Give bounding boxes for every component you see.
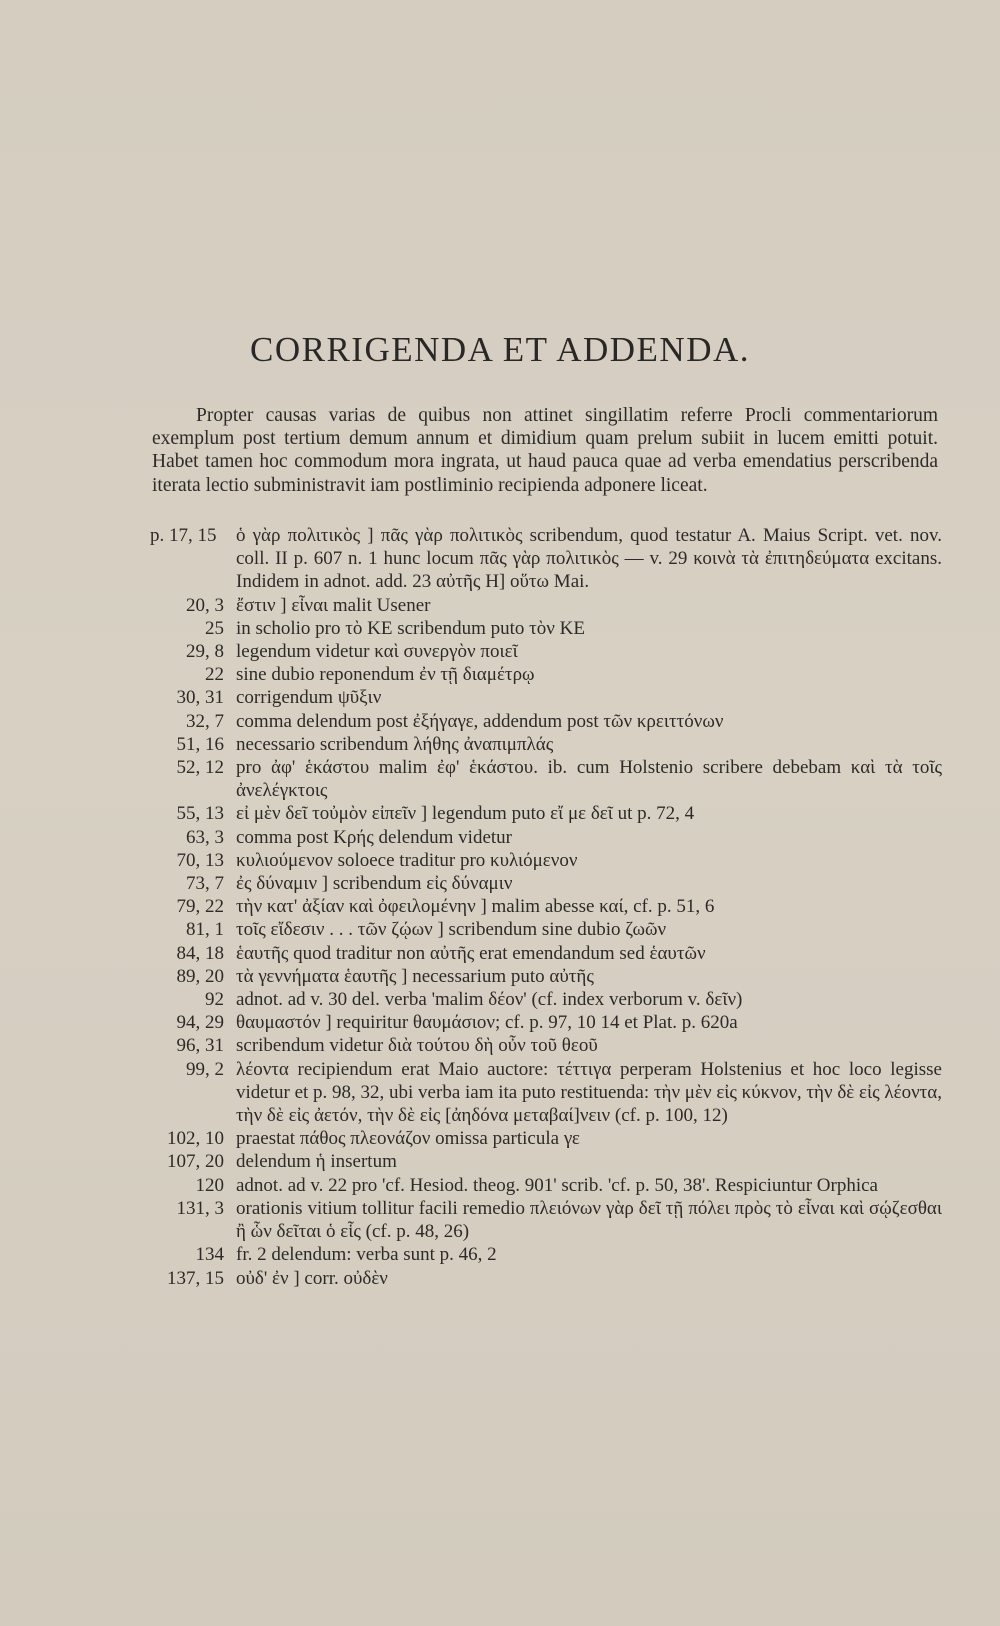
entry-reference: 131, 3	[176, 1197, 224, 1219]
entry-text: comma delendum post ἐξήγαγε, addendum post τῶν κρειττόνων	[236, 710, 724, 732]
entry-reference: 51, 16	[176, 733, 224, 755]
entry-text: adnot. ad v. 22 pro 'cf. Hesiod. theog. 901' scrib. 'cf. p. 50, 38'. Respiciuntur Orphica	[236, 1174, 878, 1196]
corrigenda-entry	[150, 524, 942, 594]
entry-reference: p. 17, 15	[150, 525, 217, 546]
entry-reference: 94, 29	[176, 1012, 224, 1034]
entry-text: comma post Κρής delendum videtur	[236, 826, 513, 848]
corrigenda-entry	[150, 1174, 942, 1197]
entry-text: ἑαυτῆς quod traditur non αὐτῆς erat emendandum sed ἑαυτῶν	[236, 942, 706, 964]
entry-reference: 81, 1	[186, 919, 224, 941]
corrigenda-entry	[150, 826, 942, 849]
entry-text: οὐδ' ἐν ] corr. οὐδὲν	[236, 1267, 388, 1289]
corrigenda-entry	[150, 640, 942, 663]
entry-reference: 107, 20	[167, 1151, 224, 1173]
corrigenda-list	[150, 524, 942, 1290]
corrigenda-entry	[150, 1197, 942, 1243]
entry-text: ὁ γὰρ πολιτικὸς ] πᾶς γὰρ πολιτικὸς scribendum, quod testatur A. Maius Script. vet. nov. coll. II p. 607 n. 1 hunc locum πᾶς γὰρ πολιτικὸς — v. 29 κοινὰ τὰ ἐπιτηδεύματα excitans. Indidem in adnot. add. 23 αὐτῆς H] οὕτω Mai.	[236, 525, 942, 593]
corrigenda-entry	[150, 872, 942, 895]
entry-text: κυλιούμενον soloece traditur pro κυλιόμενον	[236, 849, 578, 871]
entry-text: corrigendum ψῦξιν	[236, 687, 382, 709]
entry-reference: 96, 31	[176, 1035, 224, 1057]
entry-reference: 30, 31	[176, 687, 224, 709]
corrigenda-entry	[150, 965, 942, 988]
entry-text: τὰ γεννήματα ἑαυτῆς ] necessarium puto αὐτῆς	[236, 965, 594, 987]
entry-text: τοῖς εἴδεσιν . . . τῶν ζῴων ] scribendum sine dubio ζωῶν	[236, 919, 667, 941]
corrigenda-entry	[150, 942, 942, 965]
entry-reference: 20, 3	[186, 594, 224, 616]
corrigenda-entry	[150, 1034, 942, 1057]
entry-reference: 137, 15	[167, 1267, 224, 1289]
entry-text: fr. 2 delendum: verba sunt p. 46, 2	[236, 1244, 497, 1266]
entry-reference: 70, 13	[176, 849, 224, 871]
entry-reference: 79, 22	[176, 896, 224, 918]
corrigenda-entry	[150, 802, 942, 825]
entry-text: εἰ μὲν δεῖ τοὐμὸν εἰπεῖν ] legendum puto εἴ με δεῖ ut p. 72, 4	[236, 803, 695, 825]
entry-reference: 89, 20	[176, 965, 224, 987]
entry-reference: 29, 8	[186, 641, 224, 663]
entry-reference: 92	[205, 989, 224, 1011]
corrigenda-entry	[150, 1058, 942, 1128]
corrigenda-entry	[150, 1267, 942, 1290]
entry-reference: 102, 10	[167, 1128, 224, 1150]
entry-reference: 32, 7	[186, 710, 224, 732]
corrigenda-entry	[150, 663, 942, 686]
corrigenda-entry	[150, 733, 942, 756]
entry-text: θαυμαστόν ] requiritur θαυμάσιον; cf. p. 97, 10 14 et Plat. p. 620a	[236, 1012, 738, 1034]
page-title: CORRIGENDA ET ADDENDA.	[250, 330, 750, 369]
entry-reference: 134	[195, 1244, 224, 1266]
entry-reference: 73, 7	[186, 873, 224, 895]
entry-reference: 52, 12	[176, 757, 224, 779]
corrigenda-entry	[150, 1127, 942, 1150]
corrigenda-entry	[150, 617, 942, 640]
entry-reference: 84, 18	[176, 942, 224, 964]
corrigenda-entry	[150, 594, 942, 617]
corrigenda-entry	[150, 1150, 942, 1173]
corrigenda-entry	[150, 710, 942, 733]
entry-text: λέοντα recipiendum erat Maio auctore: τέττιγα perperam Holstenius et hoc loco legisse videtur et p. 98, 32, ubi verba iam ita puto restituenda: τὴν μὲν εἰς κύκνον, τὴν δὲ εἰς λέοντα, τὴν δὲ εἰς ἀετόν, τὴν δὲ εἰς [ἀηδόνα μεταβαί]νειν (cf. p. 100, 12)	[236, 1058, 942, 1127]
entry-reference: 63, 3	[186, 826, 224, 848]
entry-text: orationis vitium tollitur facili remedio πλειόνων γὰρ δεῖ τῇ πόλει πρὸς τὸ εἶναι καὶ σῴζεσθαι ἢ ὧν δεῖται ὁ εἷς (cf. p. 48, 26)	[236, 1197, 942, 1243]
corrigenda-entry	[150, 849, 942, 872]
corrigenda-entry	[150, 918, 942, 941]
entry-text: sine dubio reponendum ἐν τῇ διαμέτρῳ	[236, 664, 535, 686]
corrigenda-entry	[150, 756, 942, 802]
entry-text: pro ἀφ' ἑκάστου malim ἐφ' ἑκάστου. ib. cum Holstenio scribere debebam καὶ τὰ τοῖς ἀνελέγκτοις	[236, 757, 942, 802]
entry-text: ἔστιν ] εἶναι malit Usener	[236, 594, 431, 616]
entry-reference: 120	[195, 1174, 224, 1196]
corrigenda-entry	[150, 895, 942, 918]
entry-reference: 55, 13	[176, 803, 224, 825]
entry-text: in scholio pro τὸ KE scribendum puto τὸν KE	[236, 617, 585, 639]
entry-text: praestat πάθος πλεονάζον omissa particula γε	[236, 1128, 580, 1150]
corrigenda-entry	[150, 1243, 942, 1266]
entry-reference: 99, 2	[186, 1058, 224, 1080]
entry-text: τὴν κατ' ἀξίαν καὶ ὀφειλομένην ] malim abesse καί, cf. p. 51, 6	[236, 896, 715, 918]
entry-text: adnot. ad v. 30 del. verba 'malim δέον' (cf. index verborum v. δεῖν)	[236, 989, 743, 1011]
entry-text: legendum videtur καὶ συνεργὸν ποιεῖ	[236, 641, 518, 663]
entry-text: scribendum videtur διὰ τούτου δὴ οὖν τοῦ θεοῦ	[236, 1035, 598, 1057]
corrigenda-entry	[150, 1011, 942, 1034]
corrigenda-entry	[150, 988, 942, 1011]
entry-text: ἐς δύναμιν ] scribendum εἰς δύναμιν	[236, 873, 513, 895]
corrigenda-entry	[150, 686, 942, 709]
entry-text: necessario scribendum λήθης ἀναπιμπλάς	[236, 733, 554, 755]
entry-text: delendum ἡ insertum	[236, 1151, 397, 1173]
intro-paragraph: Propter causas varias de quibus non attinet singillatim referre Procli commentariorum exemplum post tertium demum annum et dimidium quam prelum subiit in lucem emitti potuit. Habet tamen hoc commodum mora ingrata, ut haud pauca quae ad verba emendatius perscribenda iterata lectio subministravit iam postliminio recipienda adponere liceat.	[152, 405, 938, 496]
entry-reference: 22	[205, 664, 224, 686]
entry-reference: 25	[205, 617, 224, 639]
